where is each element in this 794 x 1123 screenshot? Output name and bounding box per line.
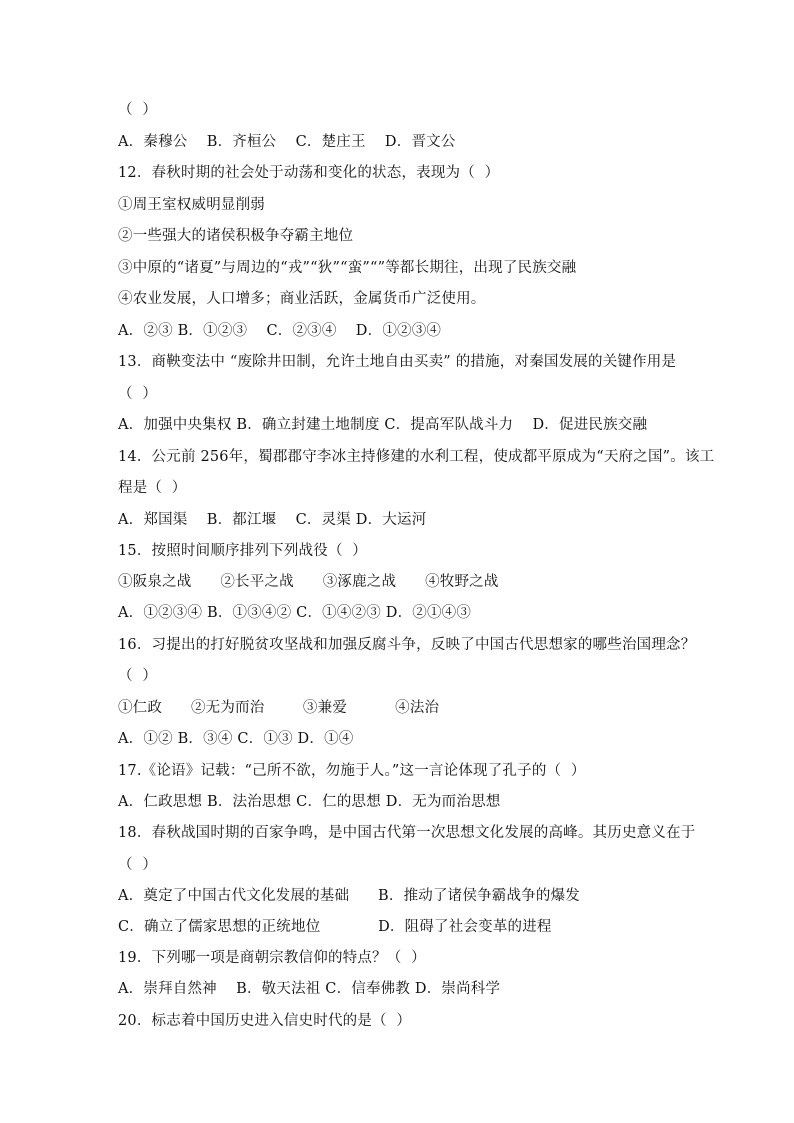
- line-q15-stem: 15．按照时间顺序排列下列战役（ ）: [118, 543, 367, 559]
- line-q16-paren: （ ）: [118, 668, 158, 684]
- line-q16-items: ①仁政 ②无为而治 ③兼爱 ④法治: [118, 700, 440, 716]
- line-q14-options: A．郑国渠 B．都江堰 C．灵渠 D．大运河: [118, 512, 427, 528]
- line-q13-stem: 13．商鞅变法中 “废除井田制，允许土地自由买卖” 的措施，对秦国发展的关键作用是: [118, 354, 677, 370]
- line-q14-stem: 14．公元前 256年，蜀郡郡守李冰主持修建的水利工程，使成都平原成为“天府之国”。该工: [118, 449, 715, 465]
- line-q12-stem: 12．春秋时期的社会处于动荡和变化的状态，表现为（ ）: [118, 165, 500, 181]
- line-q15-items: ①阪泉之战 ②长平之战 ③涿鹿之战 ④牧野之战: [118, 574, 499, 590]
- line-q12-item-3: ③中原的“诸夏”与周边的“戎”“狄”“蛮”“”等都长期往，出现了民族交融: [118, 260, 577, 276]
- line-q19-options: A．崇拜自然神 B．敬天法祖 C．信奉佛教 D．崇尚科学: [118, 981, 501, 997]
- line-q12-options: A．②③ B．①②③ C．②③④ D．①②③④: [118, 323, 442, 339]
- line-q13-paren: （ ）: [118, 386, 158, 402]
- line-q18-options-cd: C．确立了儒家思想的正统地位 D．阻碍了社会变革的进程: [118, 919, 552, 935]
- line-q11-options: A．秦穆公 B．齐桓公 C．楚庄王 D．晋文公: [118, 134, 456, 150]
- line-q18-options-ab: A．奠定了中国古代文化发展的基础 B．推动了诸侯争霸战争的爆发: [118, 888, 580, 904]
- line-q11-paren: （ ）: [118, 102, 158, 118]
- line-q12-item-2: ②一些强大的诸侯积极争夺霸主地位: [118, 228, 354, 244]
- line-q16-options: A．①② B．③④ C．①③ D．①④: [118, 731, 354, 747]
- line-q12-item-1: ①周王室权威明显削弱: [118, 197, 265, 213]
- line-q18-stem: 18．春秋战国时期的百家争鸣，是中国古代第一次思想文化发展的高峰。其历史意义在于: [118, 825, 696, 841]
- line-q13-options: A．加强中央集权 B．确立封建土地制度 C．提高军队战斗力 D．促进民族交融: [118, 417, 648, 433]
- line-q18-paren: （ ）: [118, 857, 158, 873]
- line-q20-stem: 20．标志着中国历史进入信史时代的是（ ）: [118, 1013, 412, 1029]
- line-q16-stem: 16．习提出的打好脱贫攻坚战和加强反腐斗争，反映了中国古代思想家的哪些治国理念？: [118, 637, 696, 653]
- line-q17-options: A．仁政思想 B．法治思想 C．仁的思想 D．无为而治思想: [118, 794, 501, 810]
- line-q19-stem: 19．下列哪一项是商朝宗教信仰的特点？（ ）: [118, 950, 426, 966]
- line-q15-options: A．①②③④ B．①③④② C．①④②③ D．②①④③: [118, 605, 472, 621]
- line-q17-stem: 17.《论语》记载：“己所不欲，勿施于人。”这一言论体现了孔子的（ ）: [118, 763, 586, 779]
- line-q14-stem-cont: 程是（ ）: [118, 480, 187, 496]
- line-q12-item-4: ④农业发展，人口增多；商业活跃，金属货币广泛使用。: [118, 291, 486, 307]
